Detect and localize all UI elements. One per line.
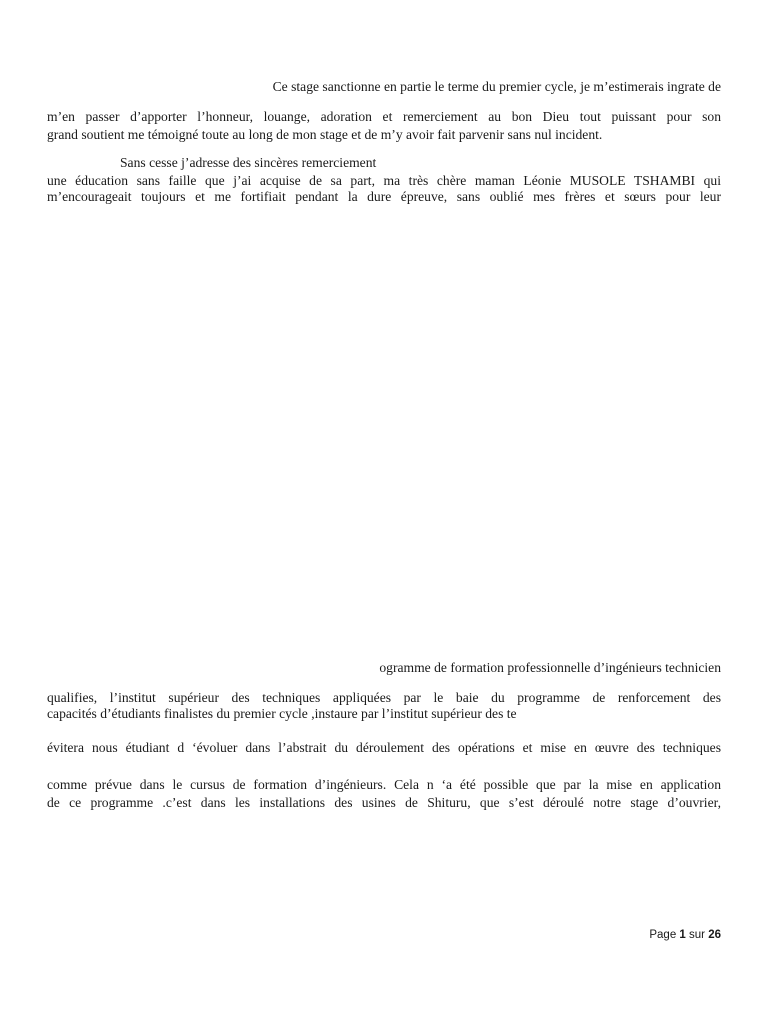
text-line: évitera nous étudiant d ‘évoluer dans l’abstrait du déroulement des opérations et mise en œuvre des techniques bbox=[47, 740, 721, 755]
text-line: m’en passer d’apporter l’honneur, louange, adoration et remerciement au bon Dieu tout puissant pour son bbox=[47, 109, 721, 124]
text-line: Ce stage sanctionne en partie le terme du premier cycle, je m’estimerais ingrate de bbox=[272, 79, 721, 94]
page-label: Page bbox=[649, 929, 680, 941]
text-line: grand soutient me témoigné toute au long de mon stage et de m’y avoir fait parvenir sans nul incident. bbox=[47, 127, 603, 142]
text-line: qualifies, l’institut supérieur des techniques appliquées par le baie du programme de renforcement des bbox=[47, 690, 721, 705]
page-footer bbox=[649, 929, 721, 941]
page-separator: sur bbox=[685, 929, 709, 941]
text-line: une éducation sans faille que j’ai acquise de sa part, ma très chère maman Léonie MUSOLE TSHAMBI qui bbox=[47, 173, 721, 188]
text-line: de ce programme .c’est dans les installations des usines de Shituru, que s’est déroulé notre stage d’ouvrier, bbox=[47, 795, 721, 810]
page-number: 1 bbox=[679, 929, 686, 941]
text-line: capacités d’étudiants finalistes du premier cycle ,instaure par l’institut supérieur des te bbox=[47, 706, 517, 721]
text-line: ogramme de formation professionnelle d’ingénieurs technicien bbox=[379, 660, 721, 675]
page-total: 26 bbox=[708, 929, 721, 941]
text-line: m’encourageait toujours et me fortifiait pendant la dure épreuve, sans oublié mes frères et sœurs pour leur bbox=[47, 189, 721, 204]
text-line: comme prévue dans le cursus de formation d’ingénieurs. Cela n ‘a été possible que par la mise en application bbox=[47, 777, 721, 792]
text-line: Sans cesse j’adresse des sincères remerciement bbox=[120, 155, 377, 170]
